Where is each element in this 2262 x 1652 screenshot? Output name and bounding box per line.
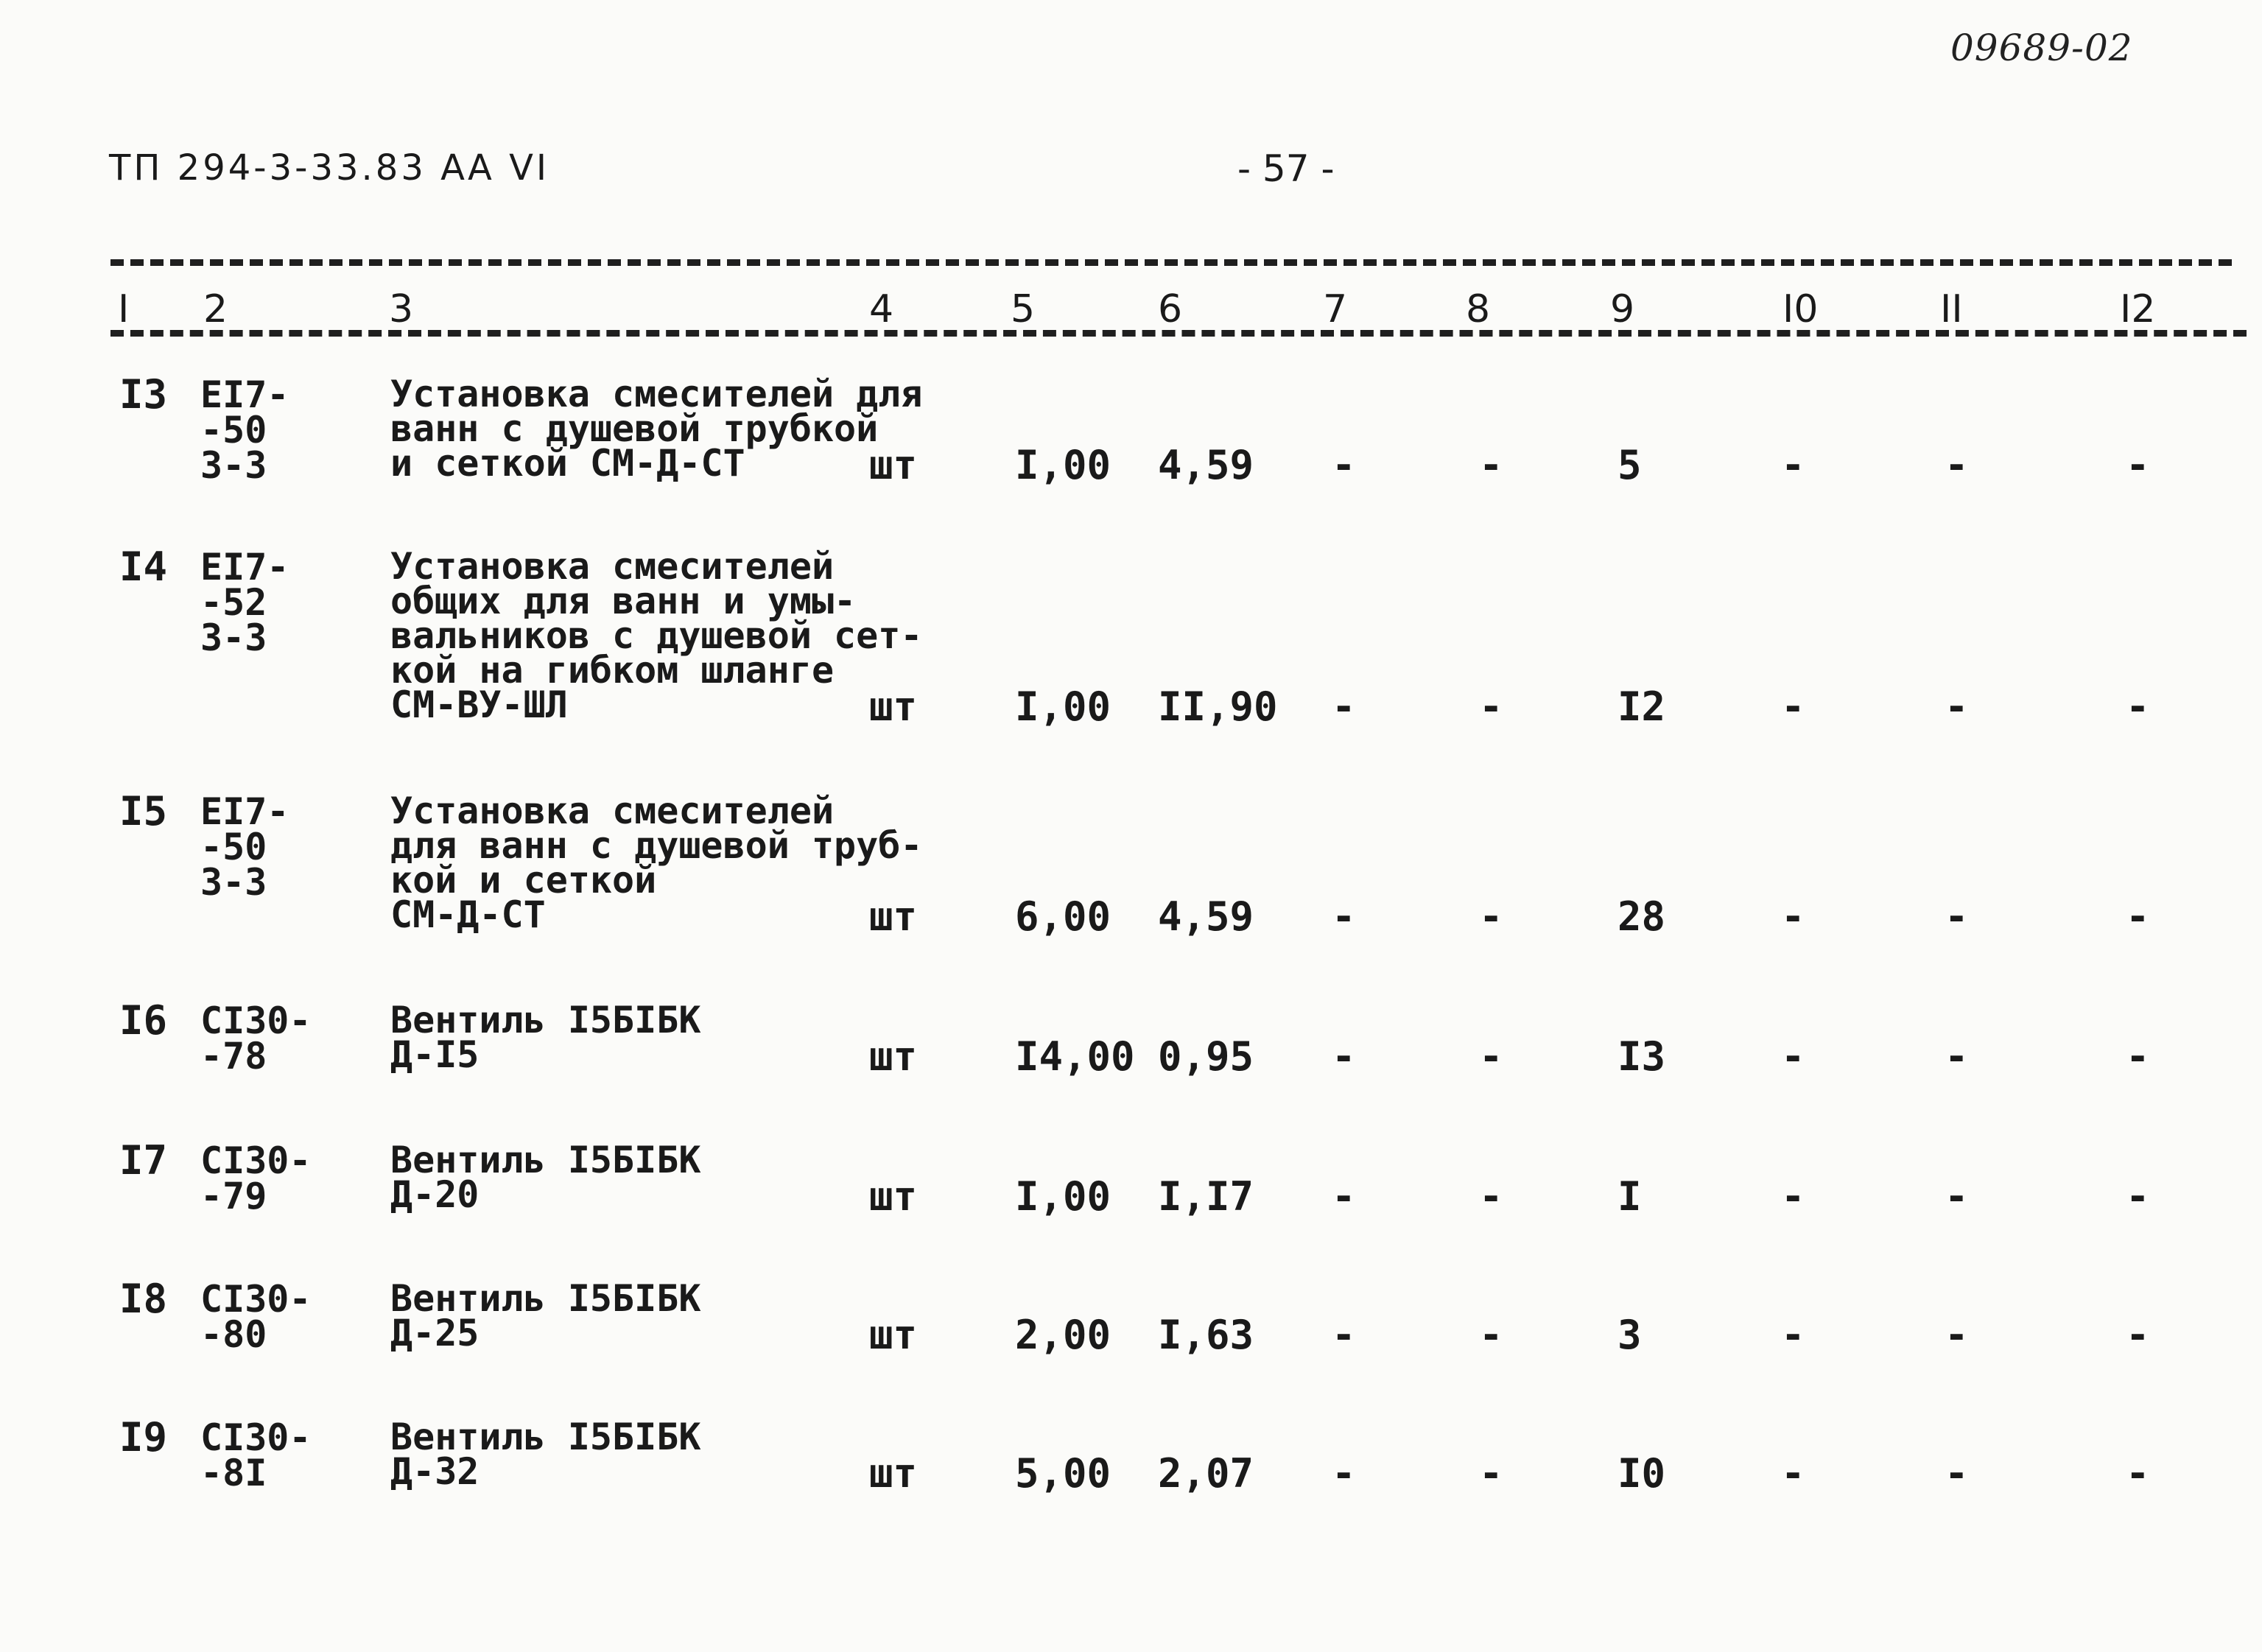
col7-cell: - (1332, 1450, 1356, 1497)
column-header: I0 (1782, 287, 1819, 331)
col8-cell: - (1479, 1312, 1503, 1358)
row-number: I6 (119, 997, 168, 1044)
work-description-line: ванн с душевой трубкой (390, 407, 879, 450)
col10-cell: - (1781, 893, 1805, 940)
work-description-line: Д-32 (390, 1450, 480, 1493)
col9-cell: I0 (1618, 1450, 1666, 1497)
column-header: 2 (203, 287, 228, 331)
unit-cell: шт (869, 1450, 918, 1497)
rate-code-line: СI30- (200, 1416, 312, 1459)
quantity-cell: I,00 (1015, 442, 1111, 488)
work-description-line: Д-20 (390, 1173, 480, 1216)
work-description-line: Вентиль I5БIБК (390, 1277, 701, 1320)
rate-code-line: СI30- (200, 999, 312, 1042)
rate-code-line: 3-3 (200, 616, 267, 659)
quantity-cell: 2,00 (1015, 1312, 1111, 1358)
document-code: ТП 294-3-33.83 АА VI (109, 147, 550, 189)
rate-code-line: -50 (200, 826, 267, 868)
column-header: I2 (2120, 287, 2156, 331)
col9-cell: 28 (1618, 893, 1666, 940)
quantity-cell: I,00 (1015, 1173, 1111, 1220)
col12-cell: - (2126, 893, 2150, 940)
unit-price-cell: 2,07 (1158, 1450, 1254, 1497)
work-description-line: для ванн с душевой труб- (390, 824, 923, 867)
col12-cell: - (2126, 1033, 2150, 1080)
rate-code-line: -50 (200, 409, 267, 451)
work-description-line: общих для ванн и умы- (390, 580, 857, 622)
unit-cell: шт (869, 1173, 918, 1220)
row-number: I5 (119, 788, 168, 834)
col10-cell: - (1781, 1450, 1805, 1497)
col12-cell: - (2126, 1450, 2150, 1497)
work-description-line: Д-25 (390, 1312, 480, 1354)
column-header: I (118, 287, 130, 331)
rate-code-line: 3-3 (200, 444, 267, 487)
col7-cell: - (1332, 1033, 1356, 1080)
col7-cell: - (1332, 442, 1356, 488)
rate-code-line: СI30- (200, 1139, 312, 1182)
col10-cell: - (1781, 1033, 1805, 1080)
unit-cell: шт (869, 683, 918, 730)
rate-code-line: -78 (200, 1035, 267, 1078)
work-description-line: СМ-ВУ-ШЛ (390, 683, 568, 726)
col11-cell: - (1945, 893, 1969, 940)
row-number: I3 (119, 371, 168, 418)
work-description-line: Вентиль I5БIБК (390, 1416, 701, 1458)
row-number: I9 (119, 1414, 168, 1461)
column-header: 3 (389, 287, 414, 331)
rate-code-line: СI30- (200, 1278, 312, 1321)
work-description-line: Установка смесителей для (390, 373, 923, 415)
col7-cell: - (1332, 1173, 1356, 1220)
col8-cell: - (1479, 1033, 1503, 1080)
unit-cell: шт (869, 442, 918, 488)
work-description-line: и сеткой СМ-Д-СТ (390, 442, 745, 485)
unit-price-cell: 4,59 (1158, 442, 1254, 488)
col12-cell: - (2126, 442, 2150, 488)
col7-cell: - (1332, 1312, 1356, 1358)
col11-cell: - (1945, 1312, 1969, 1358)
col8-cell: - (1479, 442, 1503, 488)
rate-code-line: -8I (200, 1452, 267, 1494)
col10-cell: - (1781, 442, 1805, 488)
work-description-line: кой и сеткой (390, 859, 657, 901)
col7-cell: - (1332, 893, 1356, 940)
work-description-line: кой на гибком шланге (390, 649, 835, 692)
archive-code: 09689-02 (1950, 27, 2133, 69)
unit-cell: шт (869, 1312, 918, 1358)
row-number: I8 (119, 1276, 168, 1322)
column-header: 6 (1158, 287, 1183, 331)
work-description-line: Д-I5 (390, 1033, 480, 1076)
unit-price-cell: 0,95 (1158, 1033, 1254, 1080)
rate-code-line: -79 (200, 1175, 267, 1217)
unit-cell: шт (869, 1033, 918, 1080)
quantity-cell: 5,00 (1015, 1450, 1111, 1497)
col10-cell: - (1781, 1312, 1805, 1358)
col8-cell: - (1479, 1173, 1503, 1220)
col11-cell: - (1945, 1173, 1969, 1220)
col11-cell: - (1945, 442, 1969, 488)
col10-cell: - (1781, 683, 1805, 730)
col9-cell: I2 (1618, 683, 1666, 730)
column-header: II (1940, 287, 1963, 331)
row-number: I7 (119, 1137, 168, 1184)
rate-code-line: 3-3 (200, 861, 267, 904)
rate-code-line: ЕI7- (200, 546, 289, 588)
col9-cell: 3 (1618, 1312, 1642, 1358)
unit-price-cell: I,I7 (1158, 1173, 1254, 1220)
work-description-line: СМ-Д-СТ (390, 893, 546, 936)
col9-cell: 5 (1618, 442, 1642, 488)
col8-cell: - (1479, 893, 1503, 940)
page-number: - 57 - (1237, 147, 1335, 190)
col9-cell: I (1618, 1173, 1642, 1220)
work-description-line: вальников с душевой сет- (390, 614, 923, 657)
work-description-line: Установка смесителей (390, 790, 835, 832)
rate-code-line: ЕI7- (200, 790, 289, 833)
rate-code-line: ЕI7- (200, 373, 289, 416)
work-description-line: Установка смесителей (390, 545, 835, 588)
column-header: 4 (869, 287, 894, 331)
col11-cell: - (1945, 1450, 1969, 1497)
column-header: 8 (1466, 287, 1491, 331)
col12-cell: - (2126, 1312, 2150, 1358)
column-header: 7 (1323, 287, 1348, 331)
quantity-cell: I,00 (1015, 683, 1111, 730)
col9-cell: I3 (1618, 1033, 1666, 1080)
col11-cell: - (1945, 1033, 1969, 1080)
column-header: 9 (1610, 287, 1635, 331)
row-number: I4 (119, 544, 168, 590)
unit-price-cell: I,63 (1158, 1312, 1254, 1358)
col7-cell: - (1332, 683, 1356, 730)
col12-cell: - (2126, 1173, 2150, 1220)
column-header: 5 (1011, 287, 1036, 331)
unit-price-cell: II,90 (1158, 683, 1278, 730)
col12-cell: - (2126, 683, 2150, 730)
col8-cell: - (1479, 683, 1503, 730)
rate-code-line: -80 (200, 1313, 267, 1356)
col10-cell: - (1781, 1173, 1805, 1220)
quantity-cell: I4,00 (1015, 1033, 1135, 1080)
header-top-rule (110, 259, 2232, 266)
work-description-line: Вентиль I5БIБК (390, 999, 701, 1041)
work-description-line: Вентиль I5БIБК (390, 1139, 701, 1181)
unit-price-cell: 4,59 (1158, 893, 1254, 940)
unit-cell: шт (869, 893, 918, 940)
col11-cell: - (1945, 683, 1969, 730)
col8-cell: - (1479, 1450, 1503, 1497)
quantity-cell: 6,00 (1015, 893, 1111, 940)
rate-code-line: -52 (200, 581, 267, 624)
